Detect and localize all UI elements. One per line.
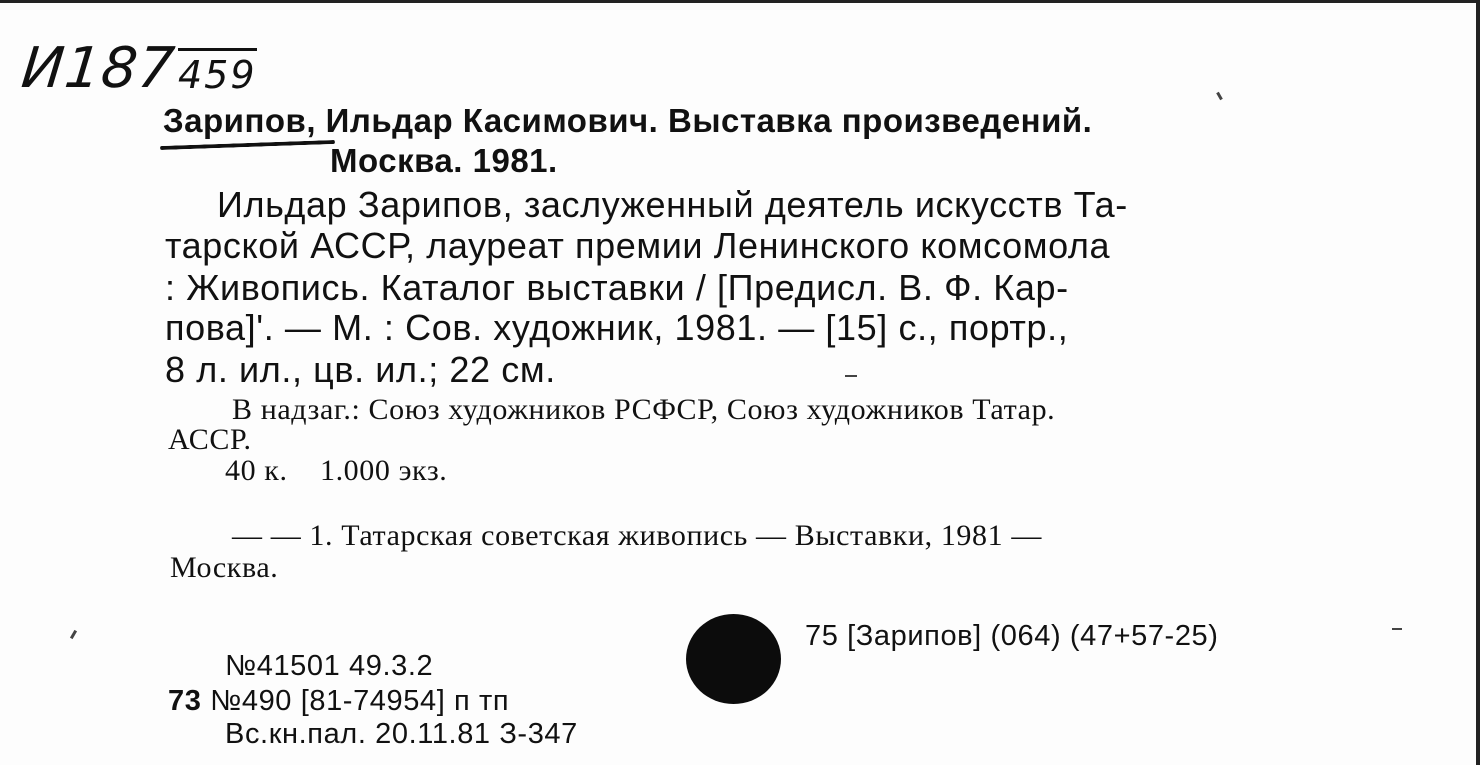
note-line-2: АССР. (168, 423, 252, 456)
meta-line-2-prefix: 73 (168, 685, 202, 717)
meta-line-2 (168, 685, 509, 718)
description-line-4: пова]'. — М. : Сов. художник, 1981. — [15] с., портр., (165, 307, 1069, 348)
heading-line-1: Зарипов, Ильдар Касимович. Выставка произведений. (163, 102, 1093, 139)
price: 40 к. (225, 454, 288, 487)
meta-line-1: №41501 49.3.2 (225, 650, 434, 682)
heading-line-2: Москва. 1981. (330, 142, 558, 179)
card-top-border (0, 0, 1480, 3)
card-punch-hole (686, 614, 781, 704)
meta-line-2-rest: №490 [81-74954] п тп (210, 685, 510, 717)
author-underline (160, 140, 335, 150)
print-run: 1.000 экз. (319, 454, 448, 487)
description-line-1: Ильдар Зарипов, заслуженный деятель искусств Та- (217, 184, 1128, 225)
handwritten-call-number-sub: 459 (178, 48, 257, 97)
subject-line-1: — — 1. Татарская советская живопись — Выставки, 1981 — (232, 519, 1042, 552)
subject-line-2: Москва. (170, 551, 279, 584)
description-line-3: : Живопись. Каталог выставки / [Предисл. В. Ф. Кар- (165, 267, 1069, 308)
price-and-copies (225, 454, 447, 488)
description-line-5: 8 л. ил., цв. ил.; 22 см. (165, 349, 556, 390)
note-line-1: В надзаг.: Союз художников РСФСР, Союз художников Татар. (232, 393, 1056, 426)
classification-index: 75 [Зарипов] (064) (47+57-25) (805, 620, 1219, 652)
meta-line-3: Вс.кн.пал. 20.11.81 З-347 (225, 718, 578, 750)
card-right-border (1476, 0, 1480, 765)
scan-speck (1392, 628, 1402, 630)
description-line-2: тарской АССР, лауреат премии Ленинского комсомола (165, 225, 1111, 266)
scan-speck (1216, 92, 1223, 100)
scan-speck (70, 630, 77, 639)
handwritten-call-number: И187 (18, 36, 179, 101)
scan-speck (845, 375, 857, 377)
